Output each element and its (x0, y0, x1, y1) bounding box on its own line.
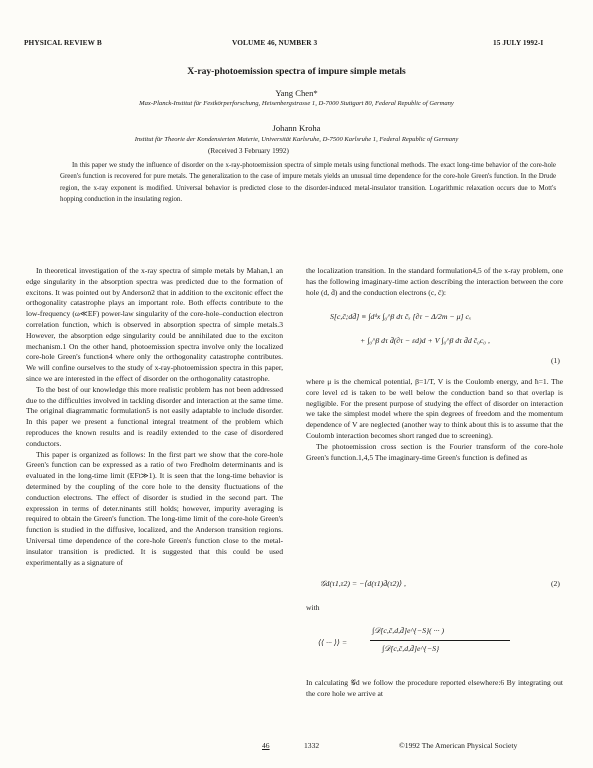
copyright: ©1992 The American Physical Society (399, 741, 518, 750)
right-column-continued (306, 377, 563, 463)
right-column-end (306, 678, 563, 700)
author-affiliation-2: Institut für Theorie der Kondensierten Materie, Universität Karlsruhe, D-7500 Karlsruhe 1, Federal Republic of Germany (134, 136, 459, 143)
issue-date: 15 JULY 1992-I (493, 38, 544, 47)
volume-page-mark: 46 (262, 741, 270, 750)
paragraph: In calculating 𝒢d we follow the procedure reported elsewhere:6 By integrating out the core hole we arrive at (306, 678, 563, 698)
page-number: 1332 (304, 741, 320, 750)
equation-number: (1) (551, 356, 560, 365)
equation-1-line-2: + ∫₀^β dτ d̄(∂τ − εd)d + V ∫₀^β dτ d̄d c̄₀c₀ , (360, 336, 490, 345)
equation-2: 𝒢d(τ1,τ2) = −⟨d(τ1)d̄(τ2)⟩ , (320, 579, 406, 588)
paragraph: This paper is organized as follows: In the first part we show that the core-hole Green's function can be expressed as a ratio of two Fredholm determinants and is evaluated in the long-time limit (EFt≫1). It is seen that the long-time behavior is determined by the coupling of the core hole to the density fluctuations of the conduction electrons. The effect of disorder is studied in the second part. The expression in terms of deter.ninants still holds; however, impurity averaging is required to obtain the Green's function. The long-time limit of the core-hole Green's function is studied in the diffusive, localized, and the Anderson transition regions. Universal time dependence of the core-hole Green's function close to the metal-insulator transition is predicted. It is suggested that this could be used experimentally as a signature of (26, 449, 283, 567)
volume-number: VOLUME 46, NUMBER 3 (232, 38, 318, 47)
author-name-2: Johann Kroha (272, 123, 321, 133)
equation-number: (2) (551, 579, 560, 588)
equation-1-line-1: S[c,c̄;dd̄] ≡ ∫dᵈx ∫₀^β dτ c̄ₓ [∂τ − Δ/2m − μ] cₓ (330, 312, 472, 321)
paragraph: To the best of our knowledge this more realistic problem has not been addressed due to the difficulties involved in tackling disorder and interaction at the same time. The original diagrammatic formulation5 is not easily adaptable to include disorder. In this paper we present a functional integral treatment of the problem which reproduces the known results and is readily extended to the case of disordered conductors. (26, 384, 283, 448)
paragraph: In theoretical investigation of the x-ray spectra of simple metals by Mahan,1 an edge singularity in the absorption spectra was predicted due to the formation of excitons. It was pointed out by Anderson2 that in addition to the excitonic effect the orthogonality catastrophe plays an important role. Both effects contribute to the low-frequency (ω≪EF) power-law singularity of the core-hole–conduction electron correlation function, which is observed in absorption spectra of simple metals.3 However, the absorption edge singularity could be annihilated due to the exciton mechanism.1 On the other hand, photoemission spectra involve only the localized core-hole Green's function4 where only the orthogonality catastrophe contributes. We will confine ourselves to the study of x-ray-photoemission spectra in this paper, since we are interested in the effect of disorder on the orthogonality catastrophe. (26, 266, 283, 383)
abstract: In this paper we study the influence of disorder on the x-ray-photoemission spectra of simple metals using functional methods. The exact long-time behavior of the core-hole Green's function is recovered for pure metals. The generalization to the case of impure metals yields an unusual time dependence for the core-hole Green's function. In the Drude region, the x-ray exponent is modified. Universal behavior is predicted close to the disorder-induced metal-insulator transition. Logarithmic relaxation occurs due to Mott's hopping conduction in the insulating region. (60, 162, 556, 204)
paragraph: the localization transition. In the standard formulation4,5 of the x-ray problem, one has the following imaginary-time action describing the interaction between the core hole (d, d̄) and the conduction electrons (c, c̄): (306, 266, 563, 297)
journal-name: PHYSICAL REVIEW B (24, 38, 102, 47)
author-name: Yang Chen* (275, 88, 318, 98)
equation-3-denominator: ∫𝒟[c,c̄,d,d̄]e^{−S} (382, 644, 440, 653)
equation-3-numerator: ∫𝒟[c,c̄,d,d̄]e^{−S}( ··· ) (372, 626, 445, 635)
fraction-bar (370, 640, 510, 641)
paper-title: X-ray-photoemission spectra of impure simple metals (187, 66, 406, 77)
paragraph: where μ is the chemical potential, β=1/T, V is the Coulomb energy, and ħ=1. The core level εd is taken to be well below the conduction band so that overlap is negligible. For the present purpose of studying the effect of disorder on interaction we take the simplest model where the spin degrees of freedom and the momentum dependence of V are neglected (another way to think about this is to assume that the Coulomb interaction becomes short ranged due to screening). (306, 377, 563, 440)
author-affiliation: Max-Planck-Institut für Festkörperforschung, Heisenbergstrasse 1, D-7000 Stuttgart 80, Federal Republic of Germany (139, 100, 454, 107)
paragraph: The photoemission cross section is the Fourier transform of the core-hole Green's function.1,4,5 The imaginary-time Green's function is defined as (306, 441, 563, 462)
right-column (306, 266, 563, 298)
left-column (26, 266, 283, 568)
with-text: with (306, 603, 320, 612)
received-date: (Received 3 February 1992) (208, 147, 289, 155)
equation-3-lhs: ⟨⟨ ··· ⟩⟩ = (318, 638, 348, 647)
